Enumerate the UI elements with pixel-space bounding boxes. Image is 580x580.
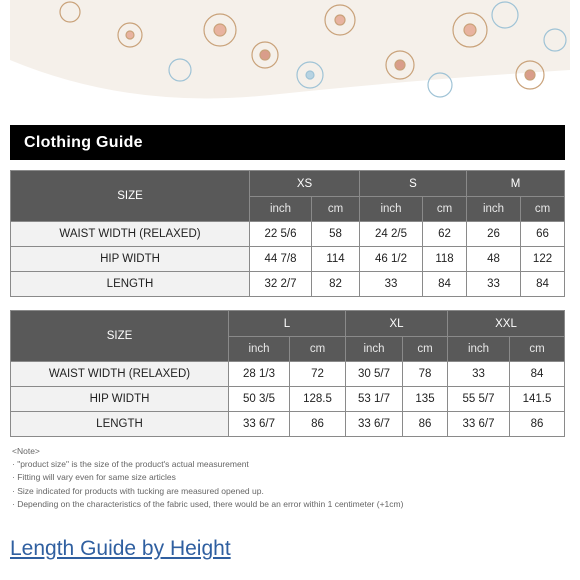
size-table-2 (10, 310, 565, 437)
value-cell: 118 (423, 247, 467, 272)
value-cell: 33 6/7 (448, 412, 510, 437)
table-row (11, 362, 565, 387)
row-label: LENGTH (11, 412, 229, 437)
size-header: SIZE (11, 171, 250, 222)
value-cell: 33 6/7 (229, 412, 290, 437)
value-cell: 50 3/5 (229, 387, 290, 412)
row-label: HIP WIDTH (11, 387, 229, 412)
value-cell: 66 (521, 222, 565, 247)
size-xs-header: XS (250, 171, 360, 197)
value-cell: 33 (467, 272, 521, 297)
value-cell: 48 (467, 247, 521, 272)
table-row (11, 247, 565, 272)
unit-cm: cm (312, 197, 360, 222)
note-item: · Size indicated for products with tucking are measured opened up. (12, 485, 264, 496)
table-row (11, 222, 565, 247)
row-label: HIP WIDTH (11, 247, 250, 272)
table-row (11, 387, 565, 412)
value-cell: 53 1/7 (346, 387, 403, 412)
size-l-header: L (229, 311, 346, 337)
clothing-guide-title: Clothing Guide (10, 125, 565, 160)
value-cell: 33 (448, 362, 510, 387)
unit-inch: inch (346, 337, 403, 362)
unit-inch: inch (467, 197, 521, 222)
note-item: · "product size" is the size of the product's actual measurement (12, 459, 249, 470)
value-cell: 44 7/8 (250, 247, 312, 272)
row-label: WAIST WIDTH (RELAXED) (11, 222, 250, 247)
size-m-header: M (467, 171, 565, 197)
value-cell: 55 5/7 (448, 387, 510, 412)
value-cell: 84 (510, 362, 565, 387)
length-guide-link[interactable]: Length Guide by Height (10, 537, 231, 560)
row-label: WAIST WIDTH (RELAXED) (11, 362, 229, 387)
size-header: SIZE (11, 311, 229, 362)
unit-inch: inch (250, 197, 312, 222)
size-notes (12, 445, 562, 511)
note-title: <Note> (12, 446, 40, 456)
value-cell: 32 2/7 (250, 272, 312, 297)
unit-inch: inch (448, 337, 510, 362)
unit-cm: cm (521, 197, 565, 222)
value-cell: 135 (403, 387, 448, 412)
note-item: · Fitting will vary even for same size articles (12, 472, 176, 483)
value-cell: 86 (290, 412, 346, 437)
size-table-1 (10, 170, 565, 297)
value-cell: 128.5 (290, 387, 346, 412)
row-label: LENGTH (11, 272, 250, 297)
unit-inch: inch (360, 197, 423, 222)
table-row (11, 412, 565, 437)
value-cell: 33 6/7 (346, 412, 403, 437)
unit-cm: cm (423, 197, 467, 222)
size-xxl-header: XXL (448, 311, 565, 337)
value-cell: 122 (521, 247, 565, 272)
value-cell: 30 5/7 (346, 362, 403, 387)
note-item: · Depending on the characteristics of the fabric used, there would be an error within 1 centimeter (+1cm) (12, 498, 404, 509)
size-xl-header: XL (346, 311, 448, 337)
value-cell: 46 1/2 (360, 247, 423, 272)
value-cell: 24 2/5 (360, 222, 423, 247)
value-cell: 28 1/3 (229, 362, 290, 387)
value-cell: 84 (521, 272, 565, 297)
size-s-header: S (360, 171, 467, 197)
table-row (11, 272, 565, 297)
unit-cm: cm (510, 337, 565, 362)
value-cell: 114 (312, 247, 360, 272)
value-cell: 58 (312, 222, 360, 247)
value-cell: 22 5/6 (250, 222, 312, 247)
value-cell: 72 (290, 362, 346, 387)
value-cell: 84 (423, 272, 467, 297)
value-cell: 82 (312, 272, 360, 297)
value-cell: 86 (403, 412, 448, 437)
value-cell: 62 (423, 222, 467, 247)
unit-cm: cm (403, 337, 448, 362)
unit-cm: cm (290, 337, 346, 362)
value-cell: 33 (360, 272, 423, 297)
value-cell: 86 (510, 412, 565, 437)
product-floral-image (10, 0, 570, 110)
unit-inch: inch (229, 337, 290, 362)
value-cell: 141.5 (510, 387, 565, 412)
value-cell: 78 (403, 362, 448, 387)
value-cell: 26 (467, 222, 521, 247)
